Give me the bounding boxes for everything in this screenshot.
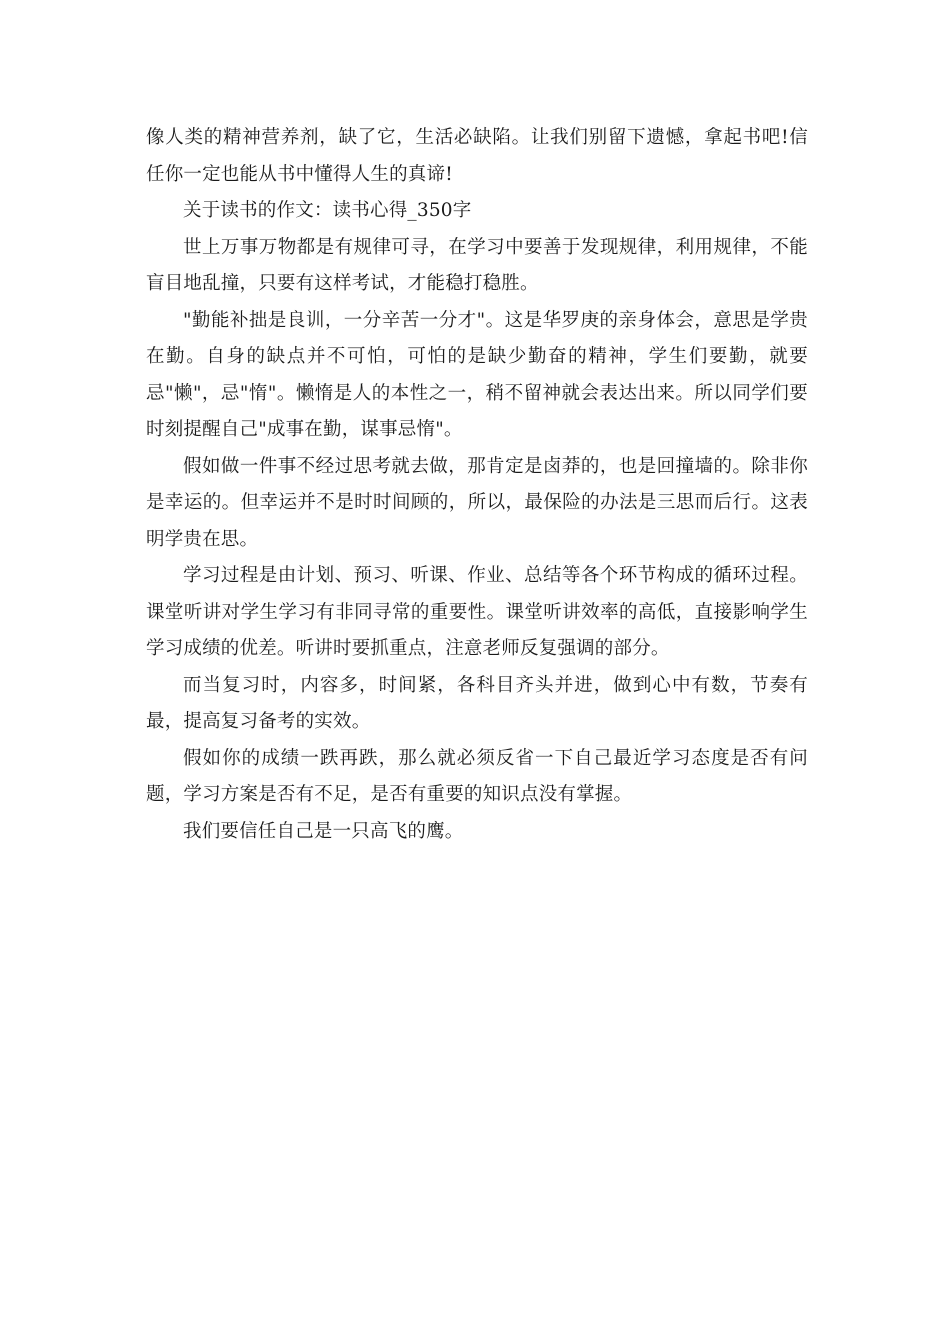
paragraph-7: 而当复习时，内容多，时间紧，各科目齐头并进，做到心中有数，节奏有最，提高复习备考的实效。 xyxy=(146,674,808,732)
essay-title: 关于读书的作文：读书心得_350字 xyxy=(183,200,472,221)
document-body xyxy=(146,120,808,850)
paragraph-4: "勤能补拙是良训，一分辛苦一分才"。这是华罗庚的亲身体会，意思是学贵在勤。自身的缺点并不可怕，可怕的是缺少勤奋的精神，学生们要勤，就要忌"懒"，忌"惰"。懒惰是人的本性之一，稍不留神就会表达出来。所以同学们要时刻提醒自己"成事在勤，谋事忌惰"。 xyxy=(146,309,808,440)
paragraph-1: 像人类的精神营养剂，缺了它，生活必缺陷。让我们别留下遗憾，拿起书吧!信任你一定也能从书中懂得人生的真谛! xyxy=(146,127,808,185)
paragraph-8: 假如你的成绩一跌再跌，那么就必须反省一下自己最近学习态度是否有问题，学习方案是否有不足，是否有重要的知识点没有掌握。 xyxy=(146,747,808,805)
paragraph-6: 学习过程是由计划、预习、听课、作业、总结等各个环节构成的循环过程。课堂听讲对学生学习有非同寻常的重要性。课堂听讲效率的高低，直接影响学生学习成绩的优差。听讲时要抓重点，注意老师反复强调的部分。 xyxy=(146,565,808,659)
paragraph-5: 假如做一件事不经过思考就去做，那肯定是卤莽的，也是回撞墙的。除非你是幸运的。但幸运并不是时时间顾的，所以，最保险的办法是三思而后行。这表明学贵在思。 xyxy=(146,455,808,550)
paragraph-3: 世上万事万物都是有规律可寻，在学习中要善于发现规律，利用规律，不能盲目地乱撞，只要有这样考试，才能稳打稳胜。 xyxy=(146,236,808,294)
paragraph-9: 我们要信任自己是一只高飞的鹰。 xyxy=(183,820,464,842)
